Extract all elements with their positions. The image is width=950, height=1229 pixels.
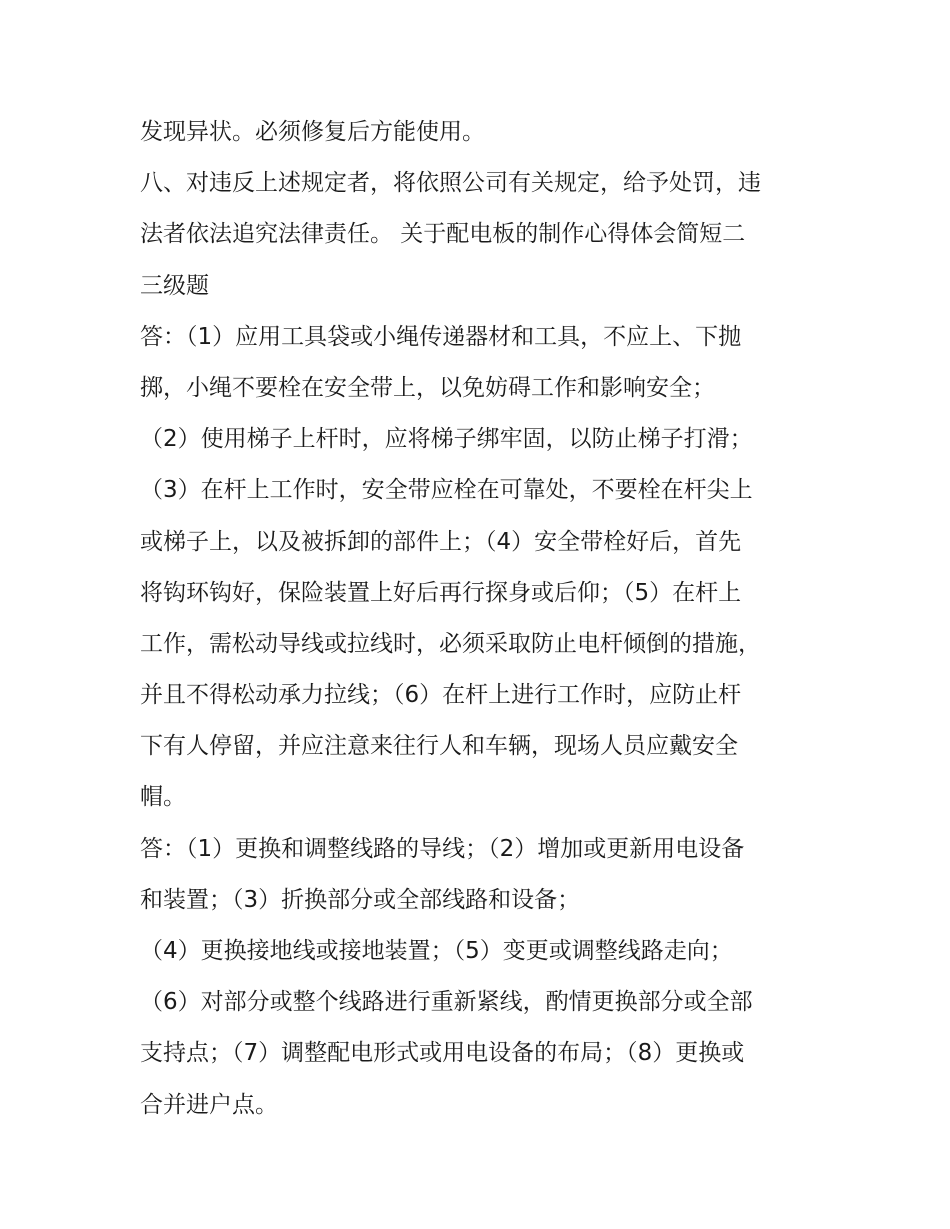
text-line: 三级题 [140, 272, 209, 299]
text-line: 并且不得松动承力拉线；（6）在杆上进行工作时，应防止杆 [140, 682, 742, 709]
text-line: 答：（1）更换和调整线路的导线；（2）增加或更新用电设备 [140, 835, 745, 862]
text-line: 法者依法追究法律责任。 关于配电板的制作心得体会简短二 [140, 221, 746, 248]
text-line: 帽。 [140, 784, 186, 811]
text-line: 合并进户点。 [140, 1091, 278, 1118]
text-line: 发现异状。必须修复后方能使用。 [140, 119, 485, 145]
text-line: 答：（1）应用工具袋或小绳传递器材和工具，不应上、下抛 [140, 323, 742, 350]
text-line: 八、对违反上述规定者，将依照公司有关规定，给予处罚，违 [140, 170, 761, 197]
text-line: 和装置；（3）折换部分或全部线路和设备； [140, 886, 581, 913]
document-body [140, 107, 820, 1131]
text-line: （4）更换接地线或接地装置；（5）变更或调整线路走向； [140, 938, 733, 964]
text-line: 掷，小绳不要栓在安全带上，以免妨碍工作和影响安全； [140, 374, 715, 401]
text-line: 工作，需松动导线或拉线时，必须采取防止电杆倾倒的措施， [140, 630, 761, 657]
text-line: 支持点；（7）调整配电形式或用电设备的布局；（8）更换或 [140, 1040, 745, 1067]
text-line: （2）使用梯子上杆时，应将梯子绑牢固，以防止梯子打滑； [140, 426, 753, 453]
text-line: 将钩环钩好，保险装置上好后再行探身或后仰；（5）在杆上 [140, 579, 742, 606]
text-line: （6）对部分或整个线路进行重新紧线，酌情更换部分或全部 [140, 989, 753, 1016]
text-line: 下有人停留，并应注意来往行人和车辆，现场人员应戴安全 [140, 733, 738, 760]
text-line: 或梯子上，以及被拆卸的部件上；（4）安全带栓好后，首先 [140, 528, 742, 555]
text-line: （3）在杆上工作时，安全带应栓在可靠处，不要栓在杆尖上 [140, 477, 753, 504]
